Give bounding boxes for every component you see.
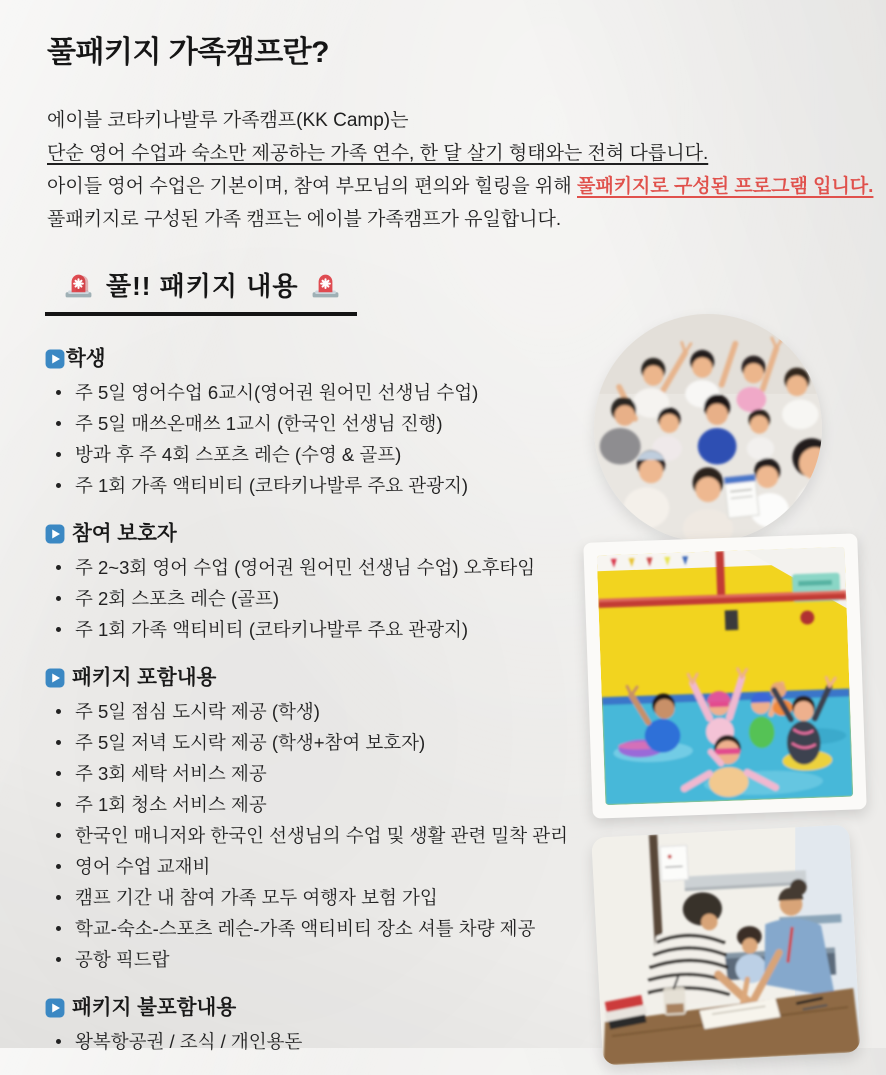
list-item-text: 영어 수업 교재비 — [75, 856, 211, 877]
bullet-icon — [56, 864, 61, 869]
list-item — [45, 583, 607, 614]
package-header-label: 풀!! 패키지 내용 — [106, 271, 299, 301]
group-photo — [594, 314, 822, 542]
list-item — [45, 439, 607, 470]
pool-photo — [583, 533, 866, 818]
section-title-label: 패키지 포함내용 — [72, 666, 217, 689]
list-item — [45, 696, 607, 727]
list-item — [45, 552, 607, 583]
list-item — [45, 727, 607, 758]
list-item-text: 주 1회 가족 액티비티 (코타키나발루 주요 관광지) — [75, 619, 469, 640]
bullet-icon — [56, 771, 61, 776]
section-guardians — [45, 521, 607, 645]
list-item-text: 주 3회 세탁 서비스 제공 — [75, 763, 267, 784]
intro-line-4: 풀패키지로 구성된 가족 캠프는 에이블 가족캠프가 유일합니다. — [47, 209, 562, 230]
list-item-text: 주 5일 매쓰온매쓰 1교시 (한국인 선생님 진행) — [75, 413, 443, 434]
list-item-text: 주 5일 점심 도시락 제공 (학생) — [75, 701, 320, 722]
list-item-text: 캠프 기간 내 참여 가족 모두 여행자 보험 가입 — [75, 887, 438, 908]
section-list — [45, 377, 607, 501]
bullet-icon — [56, 390, 61, 395]
bullet-icon — [56, 709, 61, 714]
play-icon — [45, 668, 65, 688]
bullet-icon — [56, 957, 61, 962]
section-title-label: 패키지 불포함내용 — [72, 996, 237, 1019]
list-item-text: 주 5일 저녁 도시락 제공 (학생+참여 보호자) — [75, 732, 426, 753]
section-title-label: 학생 — [66, 347, 106, 370]
play-icon — [45, 998, 65, 1018]
intro-line-3-text: 아이들 영어 수업은 기본이며, 참여 부모님의 편의와 힐링을 위해 — [47, 176, 577, 197]
siren-icon — [310, 269, 341, 300]
section-title — [45, 995, 607, 1021]
list-item — [45, 758, 607, 789]
bullet-icon — [56, 833, 61, 838]
bullet-icon — [56, 740, 61, 745]
list-item — [45, 408, 607, 439]
list-item — [45, 913, 607, 944]
page-title: 풀패키지 가족캠프란? — [47, 36, 329, 69]
page — [0, 27, 886, 1075]
bullet-icon — [56, 1039, 61, 1044]
list-item-text: 주 2회 스포츠 레슨 (골프) — [75, 588, 280, 609]
intro-paragraph — [47, 104, 886, 236]
bullet-icon — [56, 802, 61, 807]
intro-highlight-red: 풀패키지로 구성된 프로그램 입니다. — [577, 176, 874, 197]
section-title — [45, 346, 607, 372]
list-item-text: 학교-숙소-스포츠 레슨-가족 액티비티 장소 셔틀 차량 제공 — [75, 918, 536, 939]
intro-line-2: 단순 영어 수업과 숙소만 제공하는 가족 연수, 한 달 살기 형태와는 전혀 다릅니다. — [47, 143, 709, 164]
list-item — [45, 614, 607, 645]
list-item-text: 공항 픽드랍 — [75, 949, 170, 970]
section-title — [45, 665, 607, 691]
section-list — [45, 1026, 607, 1057]
list-item — [45, 789, 607, 820]
intro-line-3 — [47, 170, 886, 203]
play-icon — [45, 349, 65, 369]
list-item-text: 주 2~3회 영어 수업 (영어권 원어민 선생님 수업) 오후타임 — [75, 557, 536, 578]
bullet-icon — [56, 565, 61, 570]
section-title-label: 참여 보호자 — [72, 522, 177, 545]
list-item — [45, 377, 607, 408]
section-list — [45, 696, 607, 975]
list-item — [45, 851, 607, 882]
package-sections — [45, 346, 607, 1057]
play-icon — [45, 524, 65, 544]
section-list — [45, 552, 607, 645]
list-item — [45, 1026, 607, 1057]
list-item — [45, 470, 607, 501]
intro-line-1: 에이블 코타키나발루 가족캠프(KK Camp)는 — [47, 110, 409, 131]
list-item-text: 왕복항공권 / 조식 / 개인용돈 — [75, 1031, 303, 1052]
bullet-icon — [56, 926, 61, 931]
list-item-text: 방과 후 주 4회 스포츠 레슨 (수영 & 골프) — [75, 444, 402, 465]
section-students — [45, 346, 607, 501]
list-item-text: 주 1회 청소 서비스 제공 — [75, 794, 267, 815]
list-item — [45, 882, 607, 913]
list-item — [45, 944, 607, 975]
list-item-text: 한국인 매니저와 한국인 선생님의 수업 및 생활 관련 밀착 관리 — [75, 825, 569, 846]
list-item — [45, 820, 607, 851]
section-title — [45, 521, 607, 547]
bullet-icon — [56, 627, 61, 632]
bullet-icon — [56, 596, 61, 601]
siren-icon — [63, 269, 94, 300]
bullet-icon — [56, 421, 61, 426]
list-item-text: 주 5일 영어수업 6교시(영어권 원어민 선생님 수업) — [75, 382, 479, 403]
section-included — [45, 665, 607, 975]
list-item-text: 주 1회 가족 액티비티 (코타키나발루 주요 관광지) — [75, 475, 469, 496]
activity-photo — [591, 824, 861, 1065]
bullet-icon — [56, 895, 61, 900]
package-header — [45, 266, 357, 316]
bullet-icon — [56, 452, 61, 457]
bullet-icon — [56, 483, 61, 488]
